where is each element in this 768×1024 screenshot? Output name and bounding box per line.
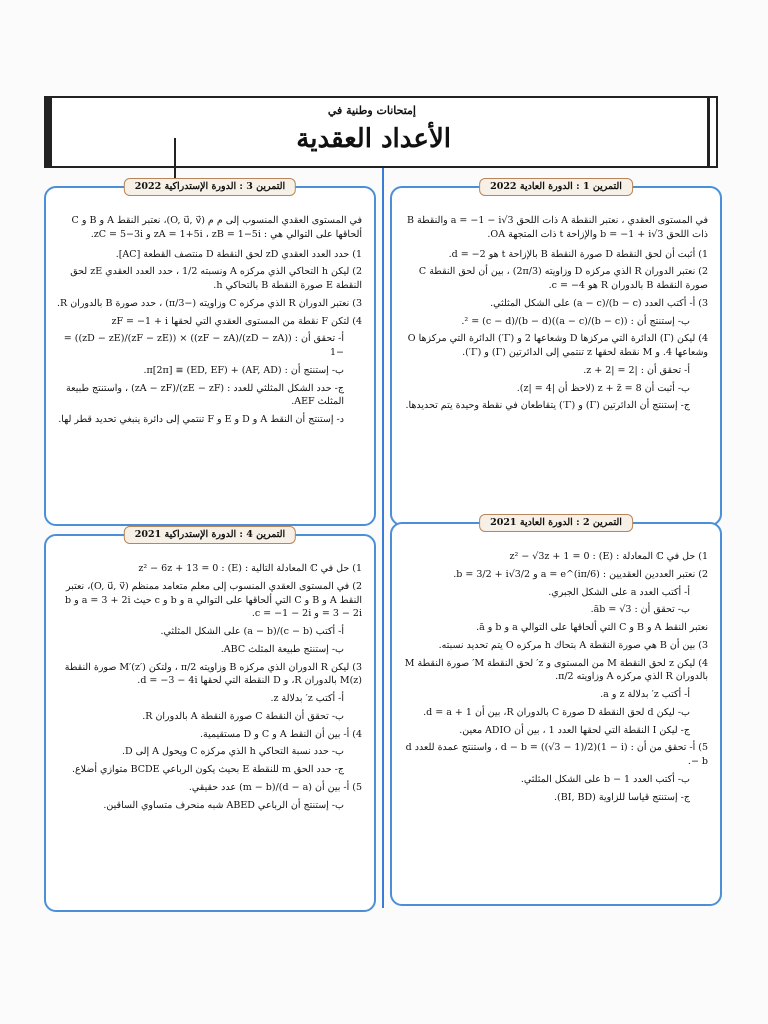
exercise-3-item: أ- تحقق أن : ((zD − zA)/(zF − zA)) × ((zF − zE)/(zD − zE)) = −1 <box>63 333 344 359</box>
exercise-1-item: 3) أ- أكتب العدد (b − c)/(a − c) على الشكل المثلثي. <box>490 297 708 309</box>
exercise-1-item: 1) أثبت أن لحق النقطة D صورة النقطة B بالإزاحة t هو d = −2. <box>448 248 708 260</box>
column-divider <box>382 168 384 908</box>
exercise-2-item: 3) بين أن B هي صورة النقطة A بتحاك h مركزه O يتم تحديد نسبته. <box>438 639 708 651</box>
exercise-4-label: التمرين 4 : الدورة الإستدراكية 2021 <box>124 526 296 544</box>
exercise-3-item: د- إستنتج أن النقط A و D و E و F تنتمي إلى دائرة ينبغي تحديد قطر لها. <box>58 414 344 426</box>
exercise-1-item: ب- أثبت أن z + z̄ = 8 (لاحظ أن |z| = 4). <box>516 382 690 394</box>
exercise-4-item: 1) حل في ℂ المعادلة التالية : (E) : z² − 6z + 13 = 0 <box>138 563 362 574</box>
exercise-2-label: التمرين 2 : الدورة العادية 2021 <box>479 514 633 532</box>
exercise-3-label: التمرين 3 : الدورة الإستدراكية 2022 <box>124 178 296 196</box>
page-title: الأعداد العقدية <box>296 124 451 154</box>
exercise-4-item: 4) أ- بين أن النقط A و C و D مستقيمية. <box>200 728 362 740</box>
exercise-4-item: ب- إستنتج طبيعة المثلث ABC. <box>220 643 344 655</box>
exercise-2-item: ب- تحقق أن : āb = √3. <box>590 604 690 616</box>
exercise-1-item: 2) نعتبر الدوران R الذي مركزه D وزاويته (2π/3) ، بين أن لحق النقطة C صورة النقطة B بالدوران R هو c = −4. <box>418 266 708 292</box>
exercise-4-item: ب- حدد نسبة التحاكي h الذي مركزه C ويحول A إلى D. <box>121 746 344 758</box>
header-left-bar <box>46 98 52 166</box>
header-subtitle: إمتحانات وطنية في <box>327 104 416 117</box>
exercise-4-item: 3) ليكن R الدوران الذي مركزه B وزاويته π/2 ، ولتكن M′(z′) صورة النقطة M(z) بالدوران R، و D النقطة التي لحقها d = −3 − 4i. <box>64 661 362 687</box>
exercise-4-item: أ- أكتب z′ بدلالة z. <box>270 693 344 705</box>
exercise-3-item: 4) لتكن F نقطة من المستوى العقدي التي لحقها zF = −1 + i <box>111 315 362 327</box>
page-header <box>44 96 718 168</box>
exercise-3-box <box>44 181 376 526</box>
exercise-1-label: التمرين 1 : الدورة العادية 2022 <box>479 178 633 196</box>
exercise-2-item: ب- ليكن d لحق النقطة D صورة C بالدوران R، بين أن d = a + 1. <box>423 706 690 718</box>
header-right-line <box>707 96 710 166</box>
exercise-2-item: أ- أكتب العدد a على الشكل الجبري. <box>548 586 690 598</box>
exercise-2-box <box>390 517 722 906</box>
exercise-1-box <box>390 181 722 526</box>
exercise-2-item: 4) ليكن z لحق النقطة M من المستوى و z′ لحق النقطة M′ صورة النقطة M بالدوران R الذي مركزه A وزاويته π/2. <box>404 657 708 683</box>
exercise-2-item: ج- ليكن I النقطة التي لحقها العدد 1 ، بين أن ADIO معين. <box>459 724 690 736</box>
exercise-1-intro: في المستوى العقدي ، نعتبر النقطة A ذات اللحق a = −1 − i√3 والنقطة B ذات اللحق b = −1 + i√3 والإزاحة t ذات المتجهة OA. <box>406 215 708 240</box>
exercise-4-box <box>44 529 376 912</box>
exercise-4-item: 5) أ- بين أن (d − a)/(m − b) عدد حقيقي. <box>188 781 362 793</box>
exercise-2-item: 2) نعتبر العددين العقديين : a = e^(iπ/6) و b = 3/2 + i√3/2. <box>453 568 708 580</box>
exercise-3-item: ج- حدد الشكل المثلثي للعدد : (zE − zF)/(zA − zF) ، واستنتج طبيعة المثلث AEF. <box>66 382 344 408</box>
exercise-4-item: ج- حدد الحق m للنقطة E بحيث يكون الرباعي BCDE متوازي أضلاع. <box>71 764 344 776</box>
exercise-1-item: أ- تحقق أن : |z + 2| = 2. <box>583 364 690 376</box>
exercise-1-item: ب- إستنتج أن : ((b − c)/(a − c))² = (c − d)/(b − d). <box>461 315 690 327</box>
exercise-4-item: 2) في المستوى العقدي المنسوب إلى معلم متعامد ممنظم (O, u⃗, v⃗)، نعتبر النقط A و B و C التي ألحاقها على التوالي a و b و c حيث a = 3 + 2i و b = 3 − 2i و c = −1 − 2i. <box>65 580 362 620</box>
exercise-3-item: 3) نعتبر الدوران R الذي مركزه C وزاويته (−π/3) ، حدد صورة B بالدوران R. <box>57 297 362 309</box>
exercise-2-item: 1) حل في ℂ المعادلة : (E) : z² − √3z + 1 = 0 <box>509 551 708 562</box>
exercise-1-item: 4) ليكن (Γ) الدائرة التي مركزها D وشعاعها 2 و (Γ′) الدائرة التي مركزها O وشعاعها 4. و M نقطة لحقها z تنتمي إلى الدائرتين (Γ) و (Γ′). <box>407 333 708 359</box>
exercise-2-item: 5) أ- تحقق من أن : d − b = ((√3 − 1)/2)(1 − i) ، واستنتج عمدة للعدد d − b. <box>405 742 708 768</box>
exercise-4-item: ب- إستنتج أن الرباعي ABED شبه منحرف متساوي الساقين. <box>103 799 344 811</box>
exercise-3-intro: في المستوى العقدي المنسوب إلى م م (O, u⃗, v⃗)، نعتبر النقط A و B و C ألحاقها على التوالي هي : zA = 1+5i ، zB = 1−5i و zC = 5−3i. <box>71 215 362 240</box>
exercise-1-item: ج- إستنتج أن الدائرتين (Γ) و (Γ′) يتقاطعان في نقطة وحيدة يتم تحديدها. <box>405 400 690 412</box>
exercise-3-item: 2) ليكن h التحاكي الذي مركزه A ونسبته 1/2 ، حدد العدد العقدي zE لحق النقطة E صورة النقطة B بالتحاكي h. <box>70 266 362 292</box>
exercise-2-item: ج- إستنتج قياسا للزاوية (BI, BD). <box>554 791 690 803</box>
exercise-4-item: أ- أكتب (c − b)/(a − b) على الشكل المثلثي. <box>160 626 344 638</box>
exercise-3-item: 1) حدد العدد العقدي zD لحق النقطة D منتصف القطعة [AC]. <box>115 248 362 260</box>
exercise-2-item: ب- أكتب العدد 1 − b على الشكل المثلثي. <box>520 773 690 785</box>
exercise-2-item: أ- أكتب z′ بدلالة z و a. <box>600 689 690 701</box>
exercise-2-item: نعتبر النقط A و B و C التي ألحاقها على التوالي a و b و ā. <box>476 622 708 634</box>
exercise-3-item: ب- إستنتج أن : (AF, AD) + (ED, EF) ≡ π[2π]. <box>143 364 344 376</box>
exercise-4-item: ب- تحقق أن النقطة C صورة النقطة A بالدوران R. <box>142 710 344 722</box>
